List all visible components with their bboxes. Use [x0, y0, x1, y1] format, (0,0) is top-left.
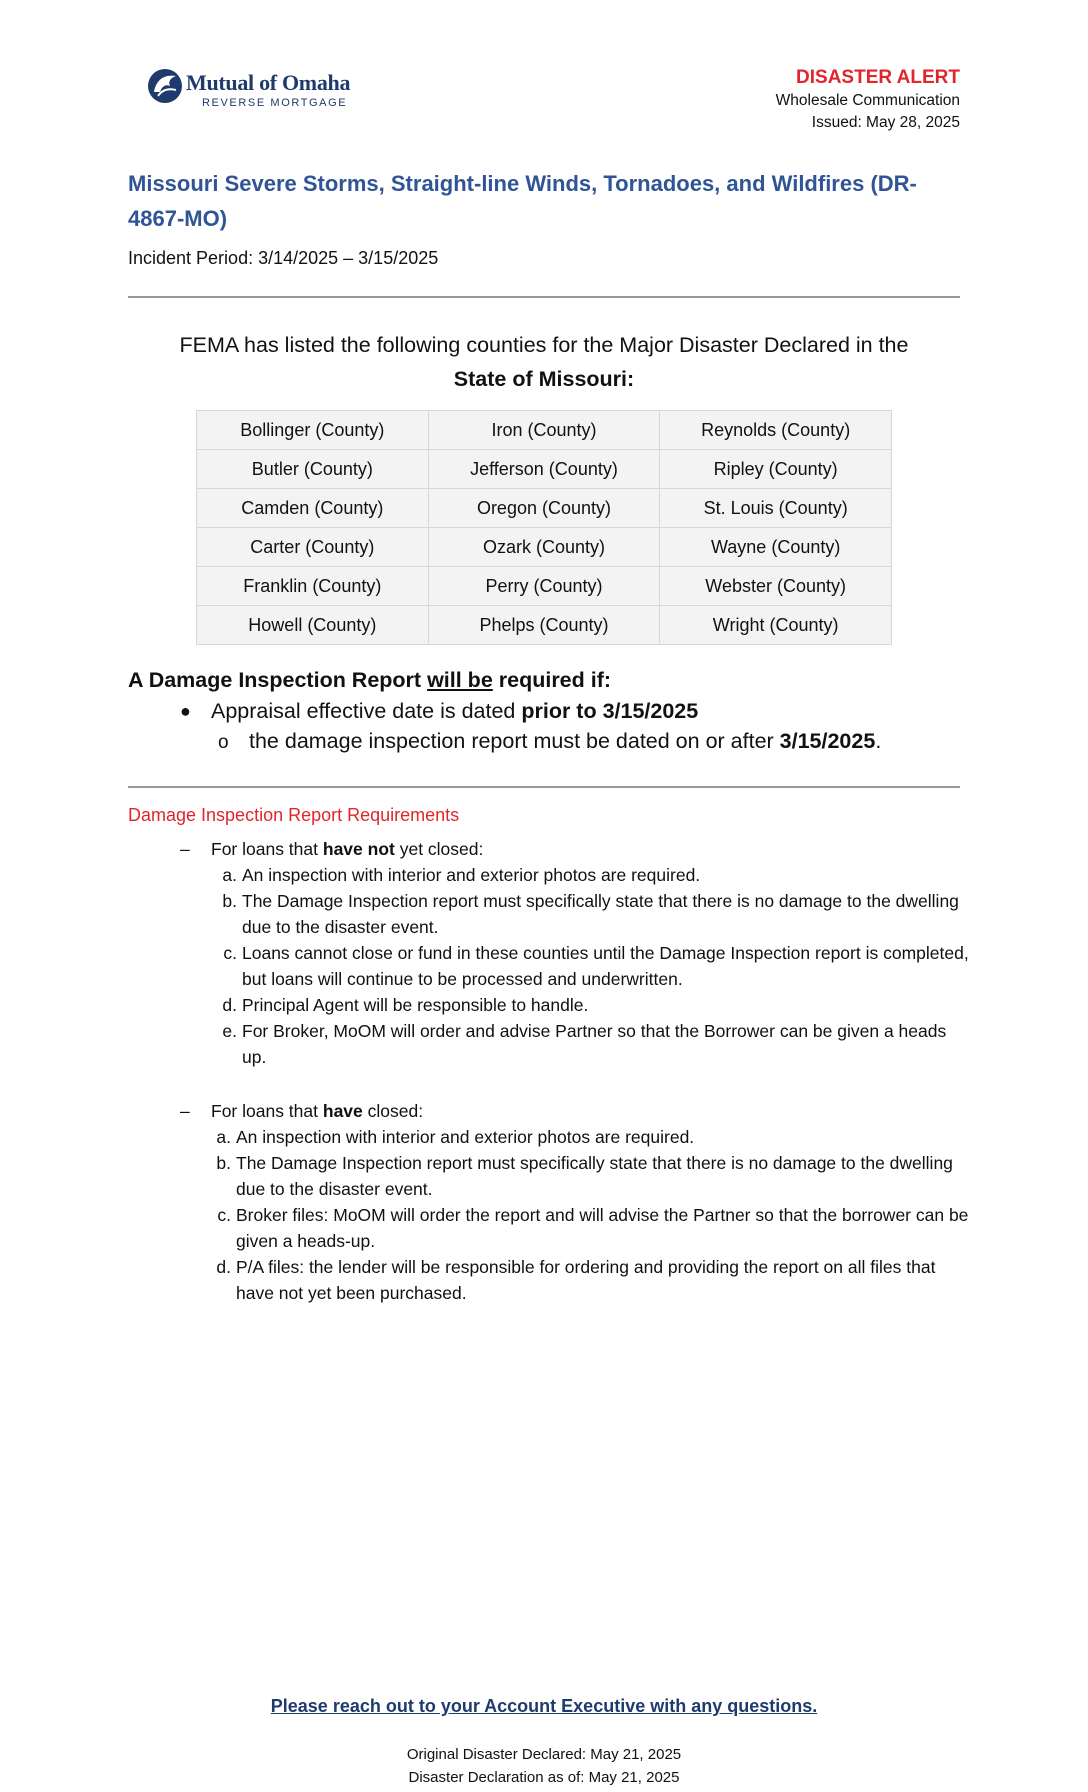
list-item-text: P/A files: the lender will be responsible for ordering and providing the report on all files that have not yet been purchased.: [236, 1257, 936, 1303]
list-item: [211, 1150, 971, 1202]
county-cell: Bollinger (County): [197, 411, 429, 450]
closed-heading: For loans that have closed:: [211, 1101, 424, 1121]
county-cell: Ripley (County): [660, 450, 892, 489]
county-cell: Camden (County): [197, 489, 429, 528]
table-row: [197, 411, 892, 450]
list-item-label: a.: [216, 1127, 231, 1147]
logo-brand: Mutual of Omaha: [186, 70, 351, 95]
incident-period: Incident Period: 3/14/2025 – 3/15/2025: [128, 248, 439, 268]
list-item-label: a.: [222, 865, 237, 885]
county-cell: Jefferson (County): [428, 450, 660, 489]
issued-date: Issued: May 28, 2025: [811, 114, 960, 131]
document-title: Missouri Severe Storms, Straight-line Winds, Tornadoes, and Wildfires (DR-4867-MO): [128, 171, 917, 231]
company-logo: [146, 66, 386, 114]
disaster-alert-label: DISASTER ALERT: [796, 67, 960, 88]
county-cell: Franklin (County): [197, 567, 429, 606]
closed-list: [211, 1124, 971, 1306]
county-cell: Carter (County): [197, 528, 429, 567]
county-cell: Perry (County): [428, 567, 660, 606]
bullet-dot-icon: ●: [180, 701, 191, 721]
county-cell: Webster (County): [660, 567, 892, 606]
list-item-label: c.: [223, 943, 237, 963]
county-cell: Howell (County): [197, 606, 429, 645]
county-cell: St. Louis (County): [660, 489, 892, 528]
county-cell: Butler (County): [197, 450, 429, 489]
list-item-text: Principal Agent will be responsible to handle.: [242, 995, 589, 1015]
list-item-text: Loans cannot close or fund in these counties until the Damage Inspection report is completed, but loans will continue to be processed and underwritten.: [242, 943, 969, 989]
original-declared-date: Original Disaster Declared: May 21, 2025: [406, 1746, 682, 1763]
table-row: [197, 606, 892, 645]
list-item-label: b.: [216, 1153, 231, 1173]
list-item-text: For Broker, MoOM will order and advise Partner so that the Borrower can be given a heads up.: [242, 1021, 947, 1067]
list-item-label: b.: [222, 891, 237, 911]
alert-header: [776, 66, 960, 134]
county-cell: Wright (County): [660, 606, 892, 645]
county-cell: Ozark (County): [428, 528, 660, 567]
table-row: [197, 450, 892, 489]
dash-bullet: –: [180, 1101, 190, 1121]
list-item-text: The Damage Inspection report must specifically state that there is no damage to the dwelling due to the disaster event.: [236, 1153, 953, 1199]
contact-account-executive-link[interactable]: Please reach out to your Account Executive with any questions.: [270, 1696, 818, 1716]
requirements-heading: Damage Inspection Report Requirements: [128, 805, 460, 825]
fema-intro: FEMA has listed the following counties for the Major Disaster Declared in the: [179, 333, 909, 357]
list-item-label: e.: [222, 1021, 237, 1041]
list-item-label: d.: [216, 1257, 231, 1277]
county-cell: Iron (County): [428, 411, 660, 450]
list-item-text: Broker files: MoOM will order the report and will advise the Partner so that the borrower can be given a heads-up.: [236, 1205, 969, 1251]
appraisal-bullet-text: Appraisal effective date is dated prior to 3/15/2025: [211, 699, 699, 723]
list-item-label: d.: [222, 995, 237, 1015]
list-item-text: The Damage Inspection report must specifically state that there is no damage to the dwelling due to the disaster event.: [242, 891, 959, 937]
fema-statement: [128, 328, 960, 396]
list-item: [211, 1018, 971, 1070]
table-row: [197, 567, 892, 606]
list-item-text: An inspection with interior and exterior photos are required.: [236, 1127, 695, 1147]
list-item: [211, 1124, 971, 1150]
list-item: [211, 1202, 971, 1254]
dash-bullet: –: [180, 839, 190, 859]
declaration-as-of-date: Disaster Declaration as of: May 21, 2025: [408, 1769, 680, 1786]
list-item: [211, 862, 971, 888]
counties-table: [196, 410, 892, 645]
list-item: [211, 1254, 971, 1306]
logo-subtitle: REVERSE MORTGAGE: [202, 97, 348, 109]
county-cell: Oregon (County): [428, 489, 660, 528]
list-item: [211, 940, 971, 992]
list-item: [211, 992, 971, 1018]
divider: [128, 786, 960, 788]
list-item-text: An inspection with interior and exterior photos are required.: [242, 865, 701, 885]
not-closed-heading: For loans that have not yet closed:: [211, 839, 484, 859]
county-cell: Reynolds (County): [660, 411, 892, 450]
lion-logo-icon: [146, 66, 184, 106]
inspection-date-subbullet: o the damage inspection report must be dated on or after 3/15/2025.: [218, 729, 882, 753]
circle-bullet-icon: o: [218, 732, 229, 753]
communication-type: Wholesale Communication: [775, 92, 960, 109]
divider: [128, 296, 960, 298]
list-item: [211, 888, 971, 940]
county-cell: Phelps (County): [428, 606, 660, 645]
table-row: [197, 528, 892, 567]
not-closed-list: [211, 862, 971, 1070]
fema-state: State of Missouri:: [453, 367, 635, 391]
county-cell: Wayne (County): [660, 528, 892, 567]
damage-report-heading: A Damage Inspection Report will be required if:: [128, 668, 612, 692]
list-item-label: c.: [217, 1205, 231, 1225]
table-row: [197, 489, 892, 528]
